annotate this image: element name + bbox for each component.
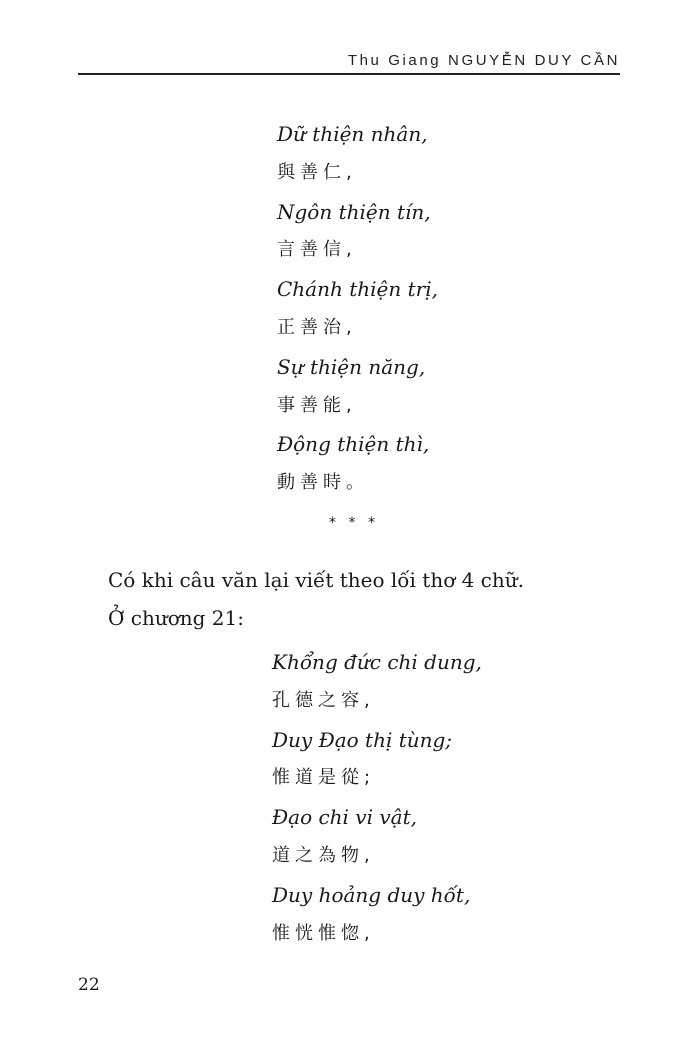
verse-line-chinese: 與善仁, <box>277 161 357 183</box>
verse-line-vietnamese: Đạo chi vi vật, <box>272 805 417 830</box>
verse-line-chinese: 動善時。 <box>277 472 369 494</box>
page-number: 22 <box>78 975 100 995</box>
verse-line-vietnamese: Ngôn thiện tín, <box>277 199 431 224</box>
verse-block-1 <box>277 115 438 503</box>
verse-line-vietnamese: Chánh thiện trị, <box>277 277 438 302</box>
header-rule <box>78 73 620 75</box>
verse-line-chinese: 惟道是從; <box>272 767 376 789</box>
verse-line-vietnamese: Dữ thiện nhân, <box>277 122 428 146</box>
verse-line-chinese: 道之為物, <box>272 844 375 866</box>
verse-line-chinese: 孔德之容, <box>272 689 375 711</box>
verse-line-chinese: 事善能, <box>277 394 357 416</box>
verse-line-chinese: 言善信, <box>277 239 357 261</box>
verse-line-chinese: 正善治, <box>277 316 357 338</box>
running-title: Thu Giang NGUYỄN DUY CẦN <box>347 52 620 69</box>
running-header <box>78 44 620 74</box>
body-paragraph-line: Ở chương 21: <box>108 606 244 630</box>
verse-line-vietnamese: Duy hoảng duy hốt, <box>272 882 471 907</box>
verse-block-2 <box>272 643 482 953</box>
verse-line-chinese: 惟恍惟惚, <box>272 922 375 944</box>
verse-line-vietnamese: Động thiện thì, <box>277 432 430 457</box>
body-paragraph-line: Có khi câu văn lại viết theo lối thơ 4 chữ. <box>108 568 525 592</box>
verse-line-vietnamese: Sự thiện năng, <box>277 354 426 379</box>
section-separator: * * * <box>329 515 379 531</box>
verse-line-vietnamese: Duy Đạo thị tùng; <box>272 727 453 752</box>
verse-line-vietnamese: Khổng đức chi dung, <box>272 650 482 674</box>
